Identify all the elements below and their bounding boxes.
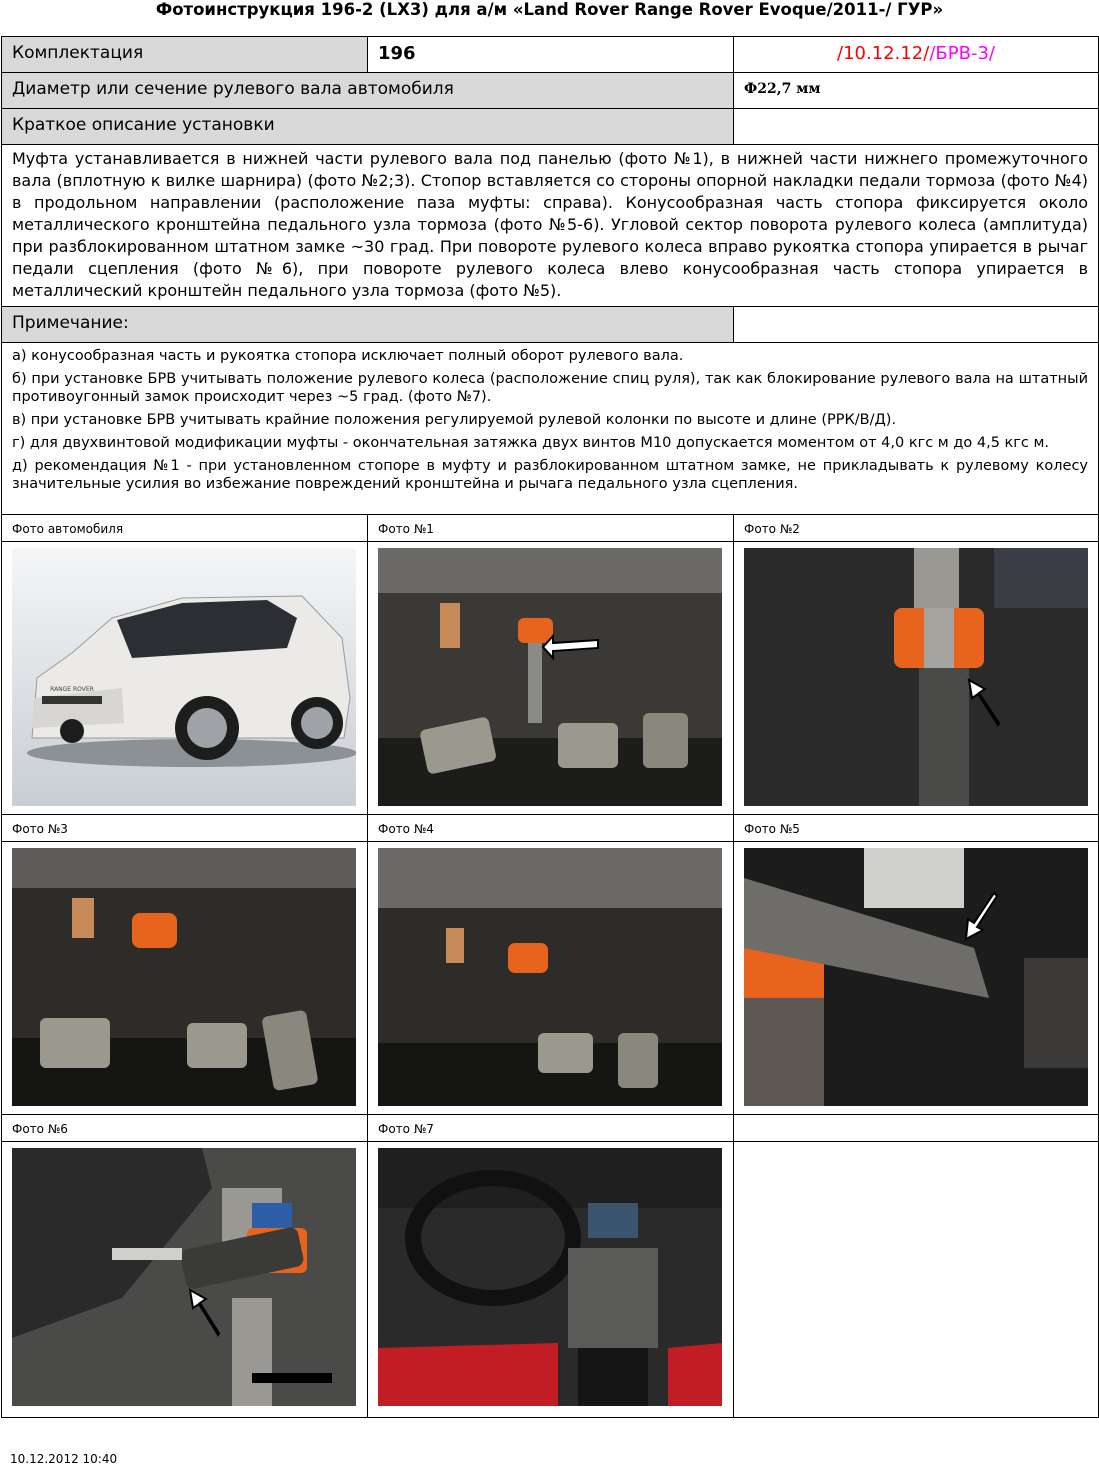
car-photo: [12, 548, 356, 806]
photo-car-cell: [2, 542, 368, 815]
footer-timestamp: 10.12.2012 10:40: [10, 1452, 118, 1466]
photo-4: [378, 848, 722, 1106]
empty-cell: [734, 1142, 1099, 1418]
instruction-table: [1, 36, 1099, 1418]
photo-2: [744, 548, 1088, 806]
photo-3-cell: [2, 842, 368, 1115]
photo-label-4: Фото №4: [368, 815, 734, 842]
photo-label-2: Фото №2: [734, 515, 1099, 542]
photo-label-7: Фото №7: [368, 1115, 734, 1142]
note-item: д) рекомендация №1 - при установленном стопоре в муфту и разблокированном штатном замке, не прикладывать к рулевому колесу значительные усилия во избежание повреждений кронштейна и рычага педального узла сцепления.: [12, 458, 1088, 492]
photo-1-cell: [368, 542, 734, 815]
version-date: /10.12.12/: [837, 43, 930, 64]
notes-label: Примечание:: [2, 307, 734, 343]
photo-label-car: Фото автомобиля: [2, 515, 368, 542]
config-code: 196: [368, 37, 734, 73]
photo-7: [378, 1148, 722, 1406]
coupling-part: [518, 618, 553, 643]
photo-4-cell: [368, 842, 734, 1115]
document-title: Фотоинструкция 196-2 (LX3) для а/м «Land Rover Range Rover Evoque/2011-/ ГУР»: [155, 0, 944, 19]
version-brv: /БРВ-3/: [929, 43, 995, 64]
photo-6-cell: [2, 1142, 368, 1418]
short-desc-label: Краткое описание установки: [2, 109, 734, 145]
photo-3: [12, 848, 356, 1106]
empty-cell: [734, 109, 1099, 145]
photo-6: [12, 1148, 356, 1406]
installation-description: Муфта устанавливается в нижней части рулевого вала под панелью (фото №1), в нижней части нижнего промежуточного вала (вплотную к вилке шарнира) (фото №2;3). Стопор вставляется со стороны опорной накладки педали тормоза (фото №4) в продольном направлении (расположение паза муфты: справа). Конусообразная часть стопора фиксируется около металлического кронштейна педального узла тормоза (фото №5-6). Угловой сектор поворота рулевого колеса (амплитуда) при разблокированном штатном замке ~30 град. При повороте рулевого колеса вправо рукоятка стопора упирается в рычаг педали сцепления (фото №6), при повороте рулевого колеса влево конусообразная часть стопора упирается в металлический кронштейн педального узла тормоза (фото №5).: [2, 145, 1099, 307]
note-item: в) при установке БРВ учитывать крайние положения регулируемой рулевой колонки по высоте и длине (РРК/В/Д).: [12, 412, 897, 428]
notes-list: [2, 343, 1099, 515]
empty-cell: [734, 1115, 1099, 1142]
coupling-part: [132, 913, 177, 948]
note-item: а) конусообразная часть и рукоятка стопора исключает полный оборот рулевого вала.: [12, 348, 684, 364]
photo-label-1: Фото №1: [368, 515, 734, 542]
empty-cell: [734, 307, 1099, 343]
photo-5-cell: [734, 842, 1099, 1115]
car-badge: RANGE ROVER: [50, 686, 94, 693]
version-cell: [734, 37, 1099, 73]
photo-7-cell: [368, 1142, 734, 1418]
photo-label-6: Фото №6: [2, 1115, 368, 1142]
photo-label-3: Фото №3: [2, 815, 368, 842]
photo-label-5: Фото №5: [734, 815, 1099, 842]
diameter-value: Ф22,7 мм: [734, 73, 1099, 109]
config-label: Комплектация: [2, 37, 368, 73]
coupling-part: [508, 943, 548, 973]
photo-5: [744, 848, 1088, 1106]
note-item: г) для двухвинтовой модификации муфты - окончательная затяжка двух винтов М10 допускается моментом от 4,0 кгс м до 4,5 кгс м.: [12, 435, 1050, 451]
diameter-label: Диаметр или сечение рулевого вала автомобиля: [2, 73, 734, 109]
note-item: б) при установке БРВ учитывать положение рулевого колеса (расположение спиц руля), так как блокирование рулевого вала на штатный противоугонный замок происходит через ~5 град. (фото №7).: [12, 371, 1088, 405]
photo-2-cell: [734, 542, 1099, 815]
photo-1: [378, 548, 722, 806]
